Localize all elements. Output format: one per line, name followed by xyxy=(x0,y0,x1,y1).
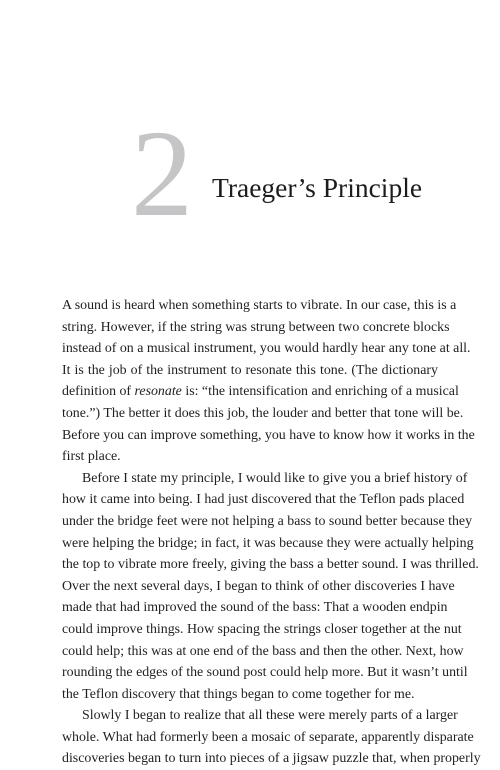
text-line: whole. What had formerly been a mosaic of separate, apparently disparate xyxy=(62,729,474,745)
text-line: rounding the edges of the sound post could help more. But it wasn’t until xyxy=(62,665,468,681)
paragraph-3 xyxy=(62,705,481,770)
text-line: could improve things. How spacing the strings closer together at the nut xyxy=(62,621,462,637)
text-line: were helping the bridge; in fact, it was because they were actually helping xyxy=(62,535,474,551)
chapter-title: Traeger’s Principle xyxy=(212,172,423,203)
text-fragment: definition of xyxy=(62,384,135,400)
text-line: the Teflon discovery that things began to come together for me. xyxy=(62,686,415,702)
text-line: first place. xyxy=(62,449,121,465)
text-line: string. However, if the string was strung between two concrete blocks xyxy=(62,319,450,335)
paragraph-1 xyxy=(62,295,475,468)
text-line: A sound is heard when something starts to vibrate. In our case, this is a xyxy=(62,298,457,313)
chapter-number: 2 xyxy=(131,105,193,242)
text-line: instead of on a musical instrument, you would hardly hear any tone at all. xyxy=(62,341,471,357)
text-line: could help; this was at one end of the bass and then the other. Next, how xyxy=(62,643,464,659)
text-line: under the bridge feet were not helping a bass to sound better because they xyxy=(62,513,473,529)
text-line: made that had improved the sound of the bass: That a wooden endpin xyxy=(62,600,448,616)
text-line: Slowly I began to realize that all these were merely parts of a larger xyxy=(82,708,458,724)
text-line: tone.”) The better it does this job, the louder and better that tone will be. xyxy=(62,405,464,421)
emphasized-term: resonate xyxy=(134,384,182,400)
chapter-heading xyxy=(0,100,500,280)
text-line: the top to vibrate more freely, giving the bass a better sound. I was thrilled. xyxy=(62,557,479,573)
text-line: discoveries began to turn into pieces of a jigsaw puzzle that, when properly xyxy=(62,751,481,767)
paragraph-2 xyxy=(62,468,479,706)
text-line: how it came into being. I had just discovered that the Teflon pads placed xyxy=(62,492,465,508)
text-line: Before I state my principle, I would like to give you a brief history of xyxy=(82,470,468,486)
text-line: It is the job of the instrument to resonate this tone. (The dictionary xyxy=(62,362,438,378)
text-line: Before you can improve something, you have to know how it works in the xyxy=(62,427,475,443)
text-line-definition xyxy=(62,381,459,403)
text-fragment: is: “the intensification and enriching of a musical xyxy=(181,384,459,400)
chapter-body xyxy=(62,295,481,770)
text-line: Over the next several days, I began to think of other discoveries I have xyxy=(62,578,455,594)
